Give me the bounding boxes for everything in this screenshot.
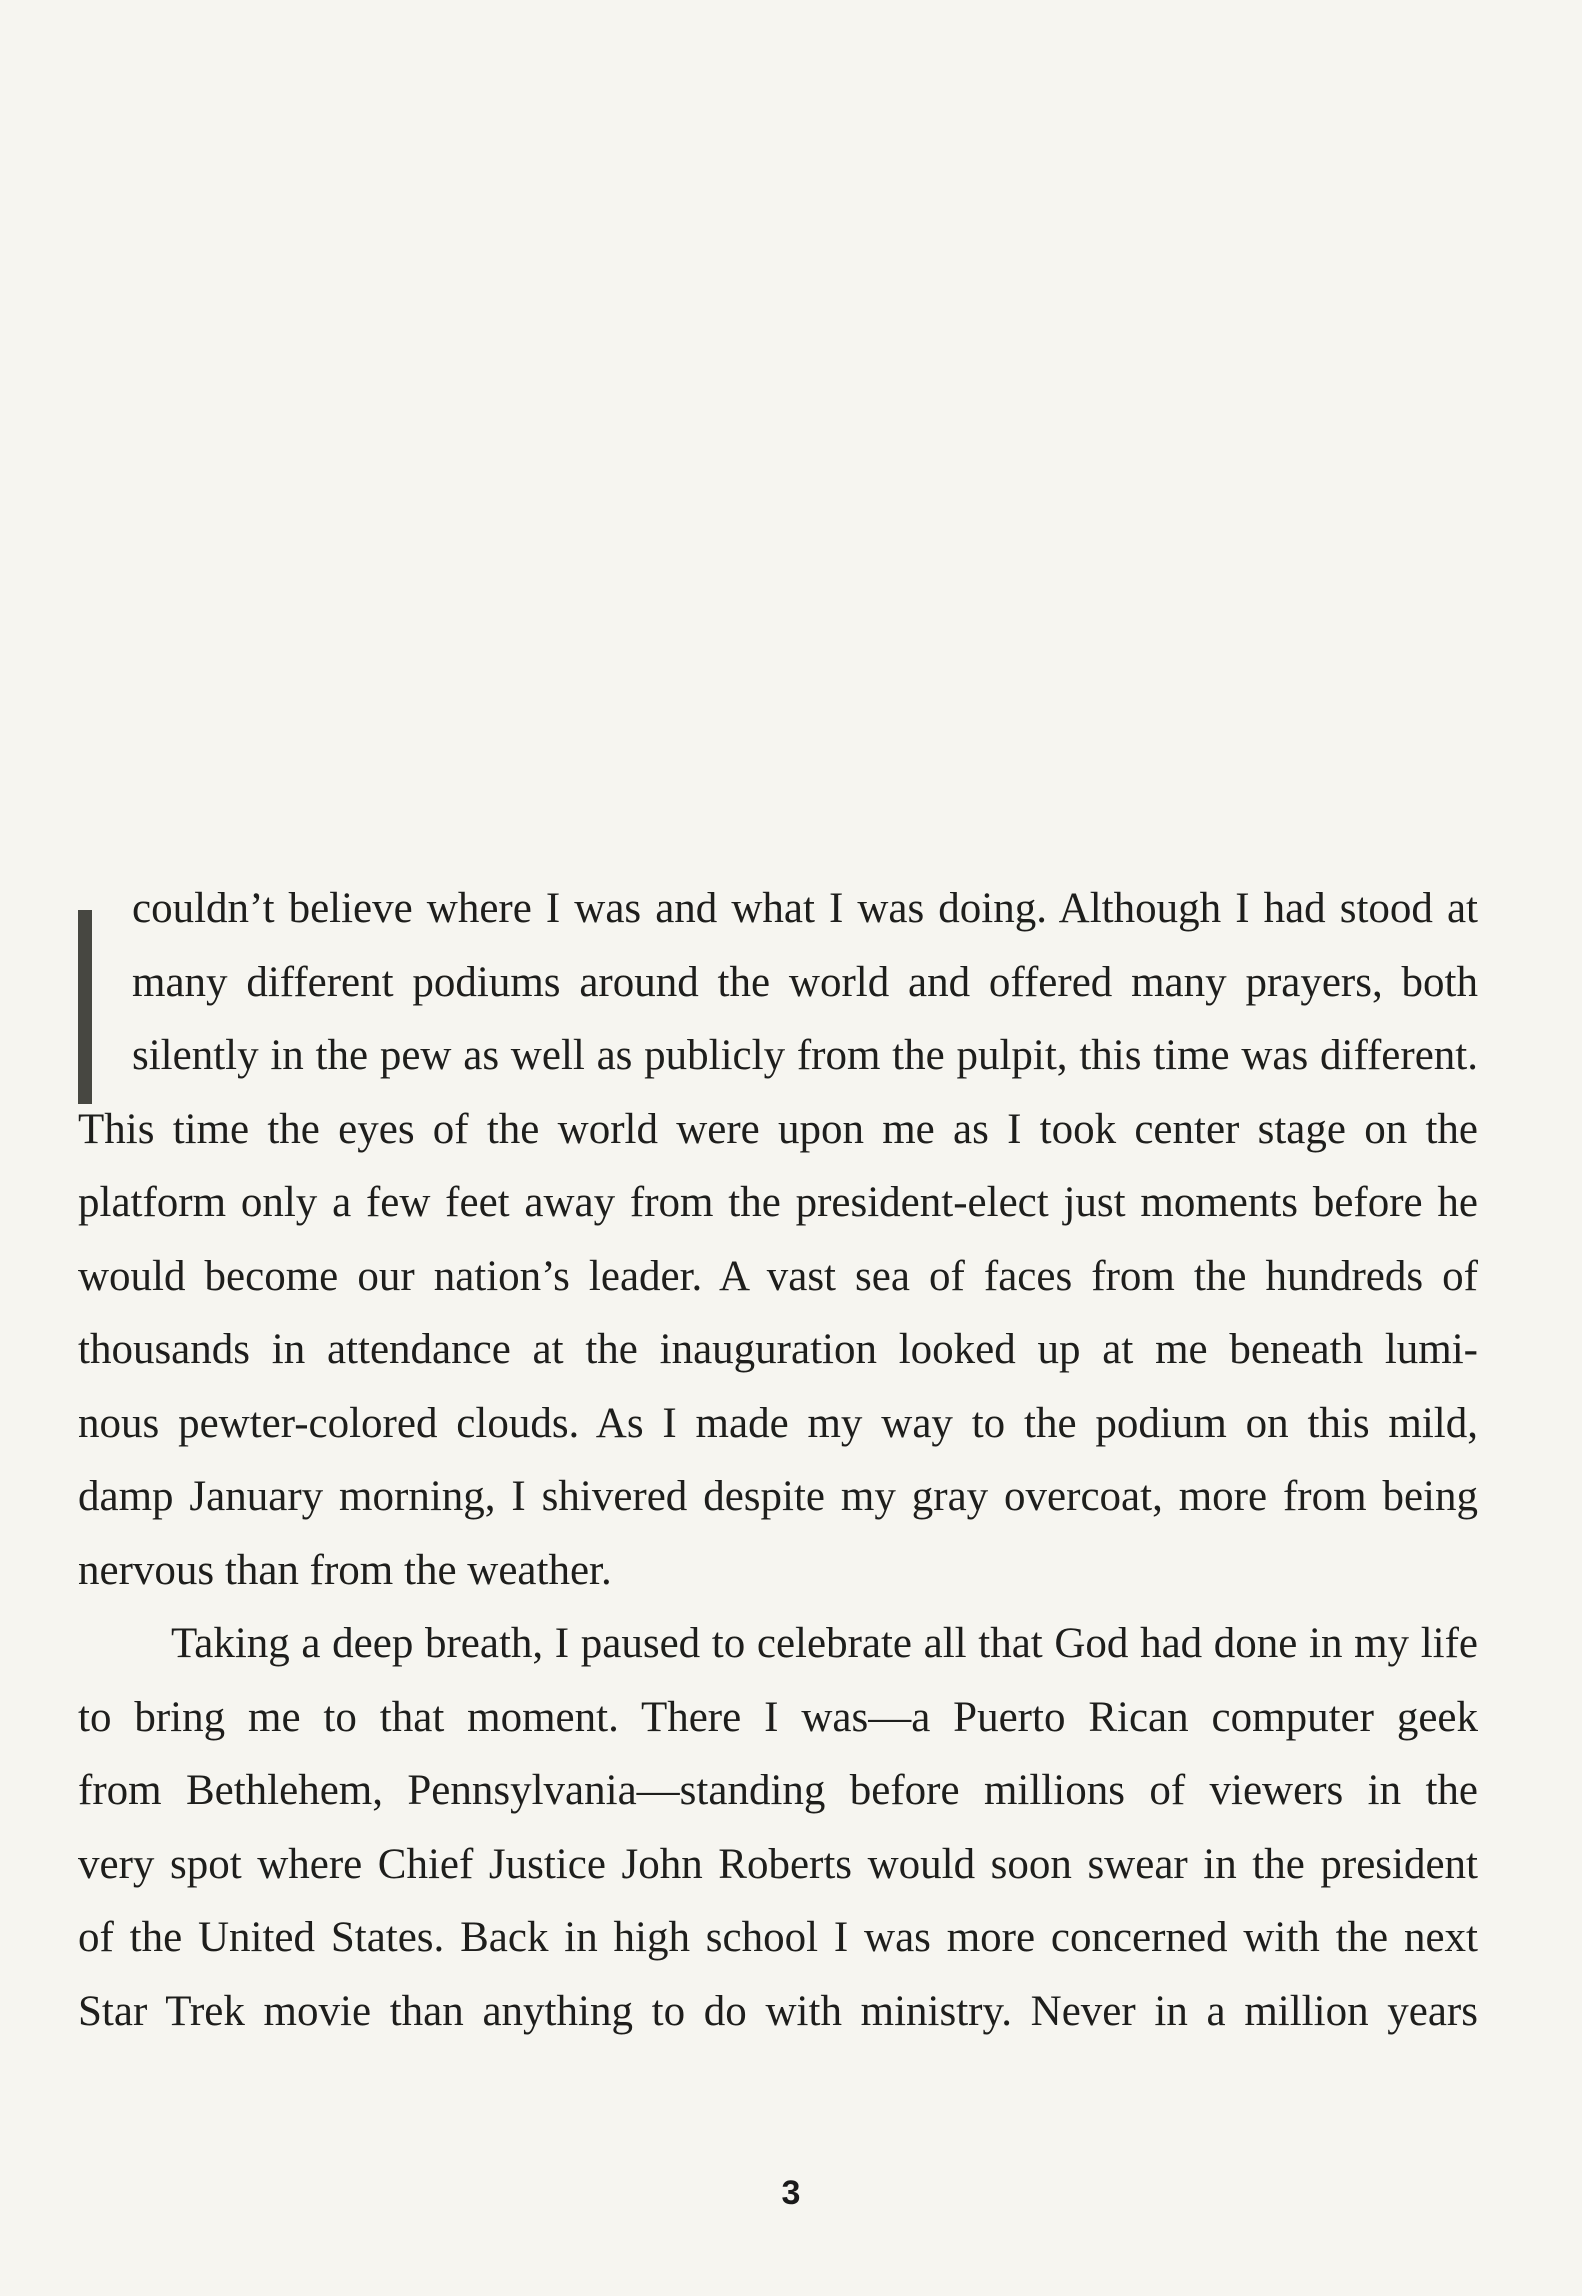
text-line: nervous than from the weather. [78, 1546, 612, 1594]
page-number: 3 [781, 2174, 801, 2212]
text-line: Taking a deep breath, I paused to celebrate all that God had done in my life [171, 1620, 1478, 1667]
text-line: damp January morning, I shivered despite my gray overcoat, more from being [78, 1473, 1478, 1520]
text-line: to bring me to that moment. There I was—a Puerto Rican computer geek [78, 1693, 1478, 1741]
opening-paragraph [78, 872, 1478, 1607]
drop-cap-lines [78, 872, 1478, 1093]
text-line: would become our nation’s leader. A vast sea of faces from the hundreds of [78, 1252, 1478, 1300]
text-line: of the United States. Back in high school I was more concerned with the next [78, 1914, 1478, 1961]
text-line: Star Trek movie than anything to do with ministry. Never in a million years [78, 1987, 1478, 2035]
text-line: thousands in attendance at the inauguration looked up at me beneath lumi- [78, 1326, 1478, 1373]
body-text [78, 872, 1478, 2048]
text-line: very spot where Chief Justice John Roberts would soon swear in the president [78, 1840, 1478, 1888]
second-paragraph [78, 1607, 1478, 2048]
text-line: nous pewter-colored clouds. As I made my way to the podium on this mild, [78, 1399, 1478, 1447]
text-line: from Bethlehem, Pennsylvania—standing before millions of viewers in the [78, 1767, 1478, 1814]
text-line: silently in the pew as well as publicly from the pulpit, this time was different. [132, 1032, 1478, 1079]
text-line: couldn’t believe where I was and what I was doing. Although I had stood at [132, 885, 1478, 932]
drop-cap [78, 910, 92, 1104]
text-line: many different podiums around the world and offered many prayers, both [132, 958, 1478, 1006]
text-line: platform only a few feet away from the president-elect just moments before he [78, 1179, 1478, 1226]
text-line: This time the eyes of the world were upon me as I took center stage on the [78, 1105, 1478, 1153]
